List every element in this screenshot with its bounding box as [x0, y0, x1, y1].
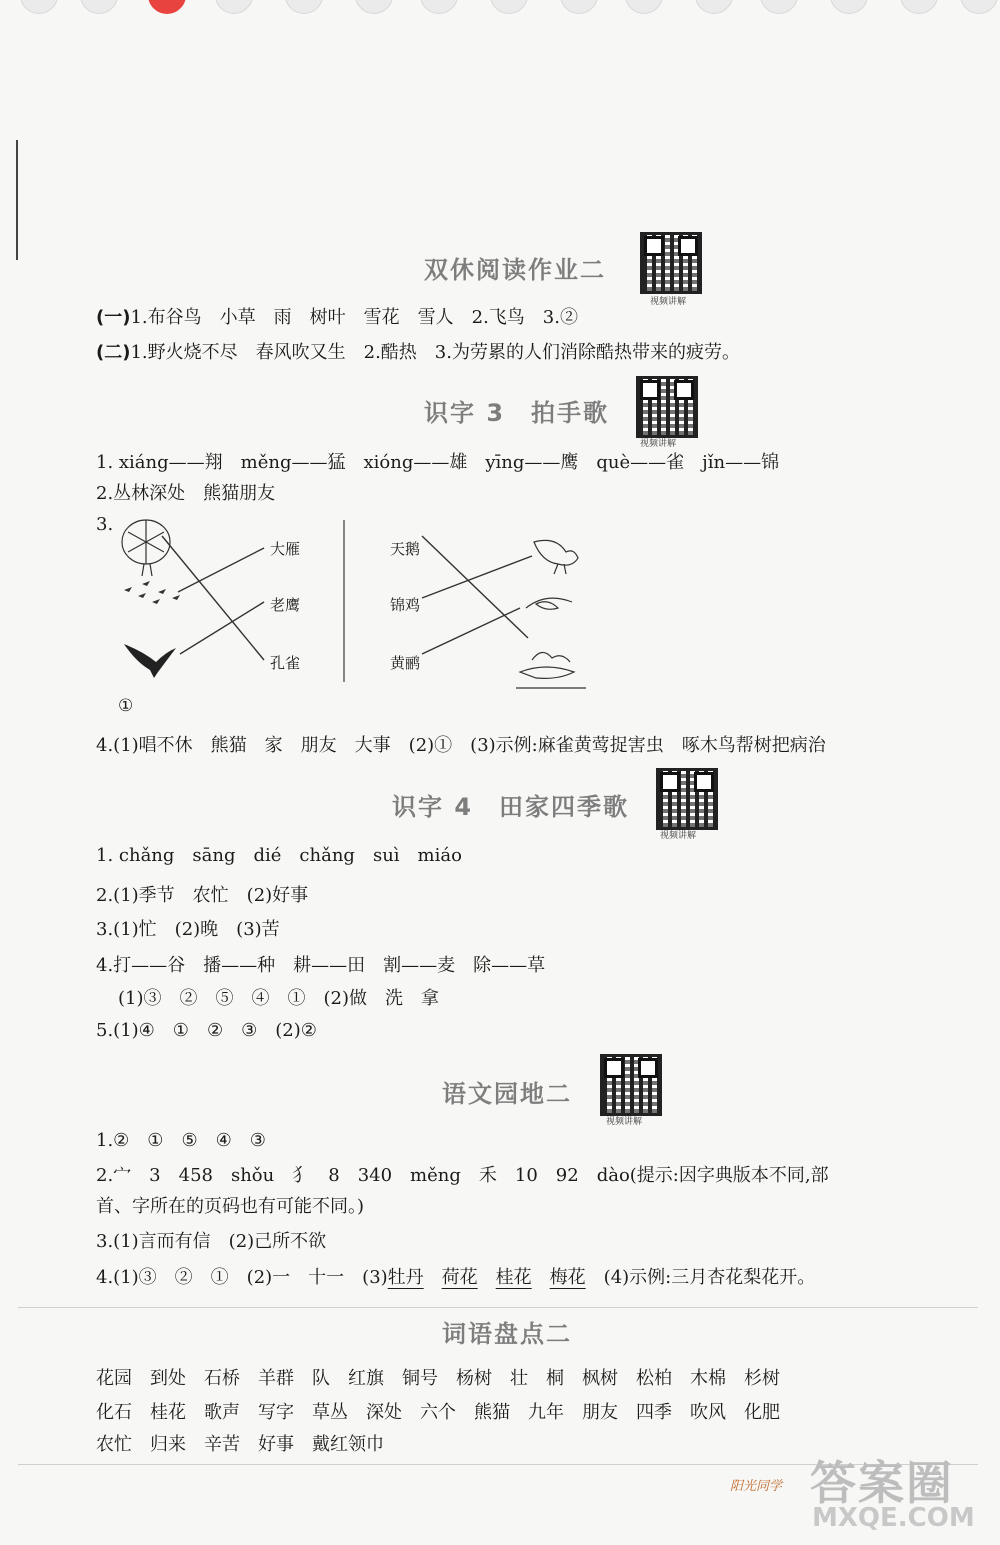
eagle-icon	[124, 644, 176, 678]
watermark-logo: 答案圈	[810, 1456, 954, 1510]
section-title-garden: 语文园地二	[442, 1080, 572, 1108]
answer-line: 4.打——谷 播——种 耕——田 割——麦 除——草	[96, 955, 546, 976]
qr-caption: 视频讲解	[660, 831, 697, 841]
answer-line: 1.② ① ⑤ ④ ③	[96, 1130, 266, 1151]
peacock-icon	[122, 520, 170, 576]
margin-line	[16, 140, 18, 260]
qr-caption: 视频讲解	[640, 439, 677, 449]
answer-line: 3.(1)言而有信 (2)己所不欲	[96, 1231, 327, 1252]
qr-code-icon[interactable]	[636, 376, 698, 438]
part-label: (二)	[96, 342, 131, 363]
underlined-word: 梅花	[549, 1267, 586, 1288]
answer-text: (4)示例:三月杏花梨花开。	[603, 1267, 816, 1288]
section-title-reading: 双休阅读作业二	[424, 256, 606, 284]
answer-line	[96, 1265, 815, 1291]
geese-icon	[124, 581, 180, 604]
answer-line: 3.(1)忙 (2)晚 (3)苦	[96, 919, 280, 940]
word-row: 农忙 归来 辛苦 好事 戴红领巾	[96, 1434, 384, 1455]
answer-line: 首、字所在的页码也有可能不同。)	[96, 1196, 365, 1217]
answer-line	[96, 340, 740, 366]
answer-line: 3.	[96, 514, 114, 535]
answer-line: 2.(1)季节 农忙 (2)好事	[96, 885, 309, 906]
section-title-vocabulary: 词语盘点二	[442, 1320, 572, 1348]
label-oriole: 黄鹂	[390, 654, 421, 672]
answer-line: 2.丛林深处 熊猫朋友	[96, 483, 276, 504]
answer-line: (1)③ ② ⑤ ④ ① (2)做 洗 拿	[118, 988, 439, 1009]
answer-line: 1. xiáng——翔 měng——猛 xióng——雄 yīng——鹰 què——雀 jǐn——锦	[96, 452, 780, 473]
answer-text: 1.野火烧不尽 春风吹又生 2.酷热 3.为劳累的人们消除酷热带来的疲劳。	[130, 342, 740, 363]
word-row: 花园 到处 石桥 羊群 队 红旗 铜号 杨树 壮 桐 枫树 松柏 木棉 杉树	[96, 1368, 780, 1389]
oriole-icon	[526, 598, 572, 609]
answer-text: 1.布谷鸟 小草 雨 树叶 雪花 雪人 2.飞鸟 3.②	[130, 307, 578, 328]
label-peacock: 孔雀	[270, 654, 301, 672]
label-wild-goose: 大雁	[270, 540, 301, 558]
qr-code-icon[interactable]	[600, 1054, 662, 1116]
answer-text: 4.(1)③ ② ① (2)一 十一 (3)	[96, 1267, 388, 1288]
matching-figure	[96, 512, 616, 716]
qr-code-icon[interactable]	[656, 768, 718, 830]
underlined-word: 荷花	[441, 1267, 478, 1288]
answer-line: 5.(1)④ ① ② ③ (2)②	[96, 1020, 317, 1041]
label-swan: 天鹅	[390, 540, 421, 558]
qr-caption: 视频讲解	[650, 297, 687, 307]
section-divider	[18, 1307, 978, 1308]
swan-icon	[516, 652, 586, 688]
label-golden-pheasant: 锦鸡	[390, 596, 421, 614]
matching-lines	[96, 512, 616, 712]
circled-answer: ①	[118, 696, 134, 716]
answer-line	[96, 305, 578, 331]
label-eagle: 老鹰	[270, 596, 301, 614]
publisher-logo: 阳光同学	[730, 1479, 783, 1494]
word-row: 化石 桂花 歌声 写字 草丛 深处 六个 熊猫 九年 朋友 四季 吹风 化肥	[96, 1402, 780, 1423]
answer-line: 1. chǎng sāng dié chǎng suì miáo	[96, 845, 462, 866]
answer-line: 2.宀 3 458 shǒu 犭 8 340 měng 禾 10 92 dào(提示:因字典版本不同,部	[96, 1165, 829, 1186]
section-title-lesson4: 识字 4 田家四季歌	[392, 793, 630, 821]
page-edge-decoration	[0, 0, 1000, 14]
qr-code-icon[interactable]	[640, 232, 702, 294]
watermark-url: MXQE.COM	[812, 1503, 975, 1533]
section-title-lesson3: 识字 3 拍手歌	[424, 399, 610, 427]
qr-caption: 视频讲解	[606, 1117, 643, 1127]
pheasant-icon	[534, 540, 578, 574]
part-label: (一)	[96, 307, 131, 328]
underlined-word: 桂花	[495, 1267, 532, 1288]
watermark	[730, 1445, 990, 1535]
underlined-word: 牡丹	[387, 1267, 424, 1288]
answer-line: 4.(1)唱不休 熊猫 家 朋友 大事 (2)① (3)示例:麻雀黄莺捉害虫 啄木鸟帮树把病治	[96, 735, 826, 756]
